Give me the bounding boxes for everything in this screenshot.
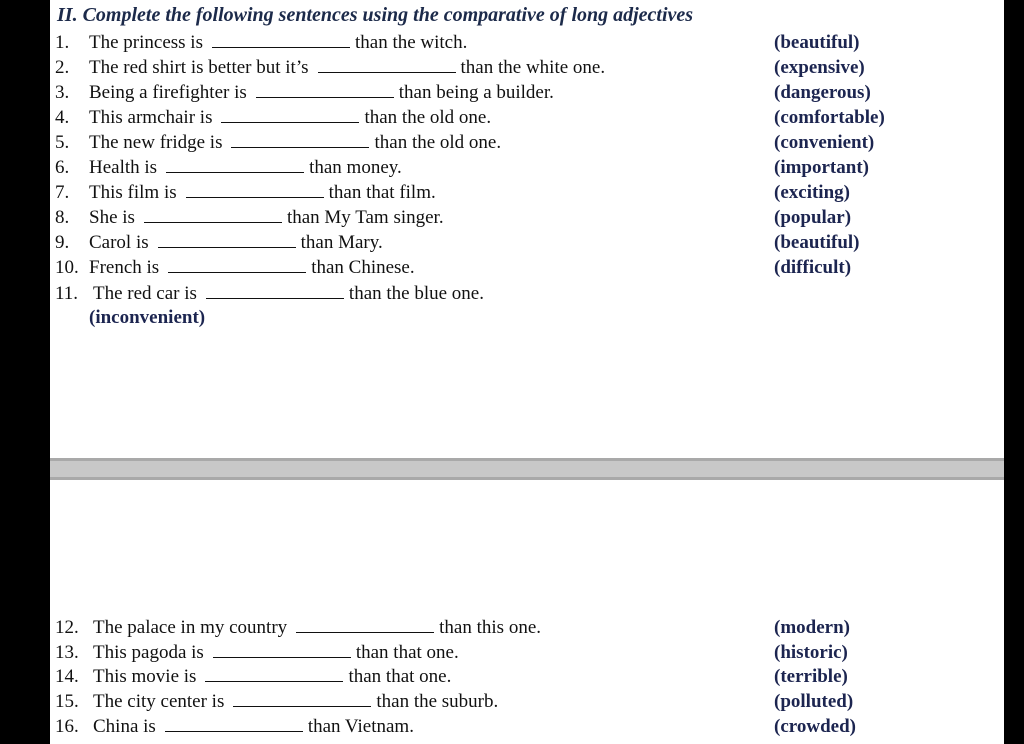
item-number: 8. (55, 207, 70, 228)
page-break (50, 458, 1004, 480)
sentence-end: than that one. (348, 666, 452, 687)
answer-blank[interactable] (186, 181, 324, 198)
item-number: 9. (55, 232, 70, 253)
answer-blank[interactable] (205, 665, 343, 682)
item-number: 4. (55, 107, 70, 128)
sentence-start: The new fridge is (89, 132, 223, 153)
sentence-start: This armchair is (89, 107, 213, 128)
sentence-start: The red car is (93, 283, 197, 304)
adjective-hint: (exciting) (774, 182, 850, 203)
sentence-end: than My Tam singer. (286, 207, 444, 228)
exercise-item (50, 180, 1004, 205)
sentence-start: This pagoda is (93, 642, 204, 663)
answer-blank[interactable] (166, 156, 304, 173)
sentence-start: The princess is (89, 32, 203, 53)
sentence-start: The red shirt is better but it’s (89, 57, 309, 78)
sentence-end: than the suburb. (376, 691, 499, 712)
sentence-end: than being a builder. (398, 82, 554, 103)
adjective-hint: (crowded) (774, 716, 856, 737)
sentence-start: She is (89, 207, 135, 228)
exercise-item (50, 130, 1004, 155)
answer-blank[interactable] (212, 31, 350, 48)
item-sentence (89, 80, 554, 105)
item-sentence (89, 180, 436, 205)
answer-blank[interactable] (318, 56, 456, 73)
exercise-item (50, 230, 1004, 255)
sentence-end: than money. (309, 157, 402, 178)
sentence-start: Carol is (89, 232, 149, 253)
adjective-hint: (historic) (774, 642, 848, 663)
adjective-hint: (expensive) (774, 57, 865, 78)
sentence-start: Being a firefighter is (89, 82, 247, 103)
exercise-item (50, 689, 1004, 714)
answer-blank[interactable] (233, 690, 371, 707)
sentence-start: This movie is (93, 666, 197, 687)
answer-blank[interactable] (256, 81, 394, 98)
item-sentence (89, 255, 415, 280)
adjective-hint: (beautiful) (774, 232, 860, 253)
item-number: 14. (55, 666, 79, 687)
item-sentence (89, 55, 605, 80)
adjective-hint: (polluted) (774, 691, 854, 712)
worksheet-page-2 (50, 480, 1004, 744)
answer-blank[interactable] (296, 616, 434, 633)
sentence-start: The palace in my country (93, 617, 288, 638)
item-sentence (93, 664, 451, 689)
item-number: 13. (55, 642, 79, 663)
item-sentence (93, 281, 484, 306)
answer-blank[interactable] (168, 256, 306, 273)
exercise-item (50, 155, 1004, 180)
answer-blank[interactable] (221, 106, 359, 123)
item-number: 11. (55, 283, 79, 304)
sentence-end: than the white one. (460, 57, 606, 78)
adjective-hint: (comfortable) (774, 107, 885, 128)
adjective-hint: (important) (774, 157, 869, 178)
adjective-hint: (inconvenient) (89, 307, 206, 328)
exercise-item (50, 255, 1004, 280)
sentence-start: The city center is (93, 691, 225, 712)
exercise-item (50, 615, 1004, 640)
sentence-start: French is (89, 257, 160, 278)
item-sentence (89, 130, 501, 155)
exercise-item (50, 640, 1004, 665)
item-sentence (89, 30, 467, 55)
sentence-end: than the witch. (354, 32, 468, 53)
adjective-hint: (dangerous) (774, 82, 871, 103)
adjective-hint: (popular) (774, 207, 852, 228)
item-sentence (89, 105, 491, 130)
answer-blank[interactable] (206, 282, 344, 299)
sentence-start: China is (93, 716, 156, 737)
item-number: 1. (55, 32, 70, 53)
adjective-hint: (difficult) (774, 257, 852, 278)
sentence-end: than Mary. (300, 232, 383, 253)
item-number: 10. (55, 257, 79, 278)
item-number: 3. (55, 82, 70, 103)
exercise-item (50, 80, 1004, 105)
item-sentence (93, 714, 414, 739)
sentence-end: than Vietnam. (307, 716, 414, 737)
item-number: 6. (55, 157, 70, 178)
answer-blank[interactable] (231, 131, 369, 148)
item-sentence (89, 205, 444, 230)
item-number: 12. (55, 617, 79, 638)
item-sentence (93, 615, 541, 640)
adjective-hint: (modern) (774, 617, 850, 638)
adjective-hint: (terrible) (774, 666, 848, 687)
exercise-item (50, 205, 1004, 230)
exercise-item (50, 664, 1004, 689)
answer-blank[interactable] (158, 231, 296, 248)
sentence-end: than Chinese. (311, 257, 415, 278)
answer-blank[interactable] (144, 206, 282, 223)
item-sentence (93, 689, 498, 714)
item-sentence (89, 230, 383, 255)
item-number: 7. (55, 182, 70, 203)
sentence-end: than this one. (439, 617, 542, 638)
adjective-hint: (convenient) (774, 132, 875, 153)
sentence-end: than that film. (328, 182, 436, 203)
exercise-item (50, 281, 1004, 306)
exercise-item (50, 714, 1004, 739)
exercise-item (50, 105, 1004, 130)
item-sentence (93, 640, 459, 665)
sentence-end: than that one. (355, 642, 459, 663)
sentence-end: than the old one. (374, 132, 502, 153)
answer-blank[interactable] (213, 641, 351, 658)
sentence-end: than the old one. (364, 107, 492, 128)
item-number: 15. (55, 691, 79, 712)
worksheet-page-1 (50, 0, 1004, 458)
exercise-heading: II. Complete the following sentences using the comparative of long adjectives (57, 4, 694, 26)
item-number: 16. (55, 716, 79, 737)
exercise-item (50, 30, 1004, 55)
sentence-start: This film is (89, 182, 177, 203)
adjective-hint: (beautiful) (774, 32, 860, 53)
item-number: 2. (55, 57, 70, 78)
item-number: 5. (55, 132, 70, 153)
sentence-end: than the blue one. (348, 283, 484, 304)
answer-blank[interactable] (165, 715, 303, 732)
item-sentence (89, 155, 402, 180)
sentence-start: Health is (89, 157, 158, 178)
exercise-item (50, 55, 1004, 80)
